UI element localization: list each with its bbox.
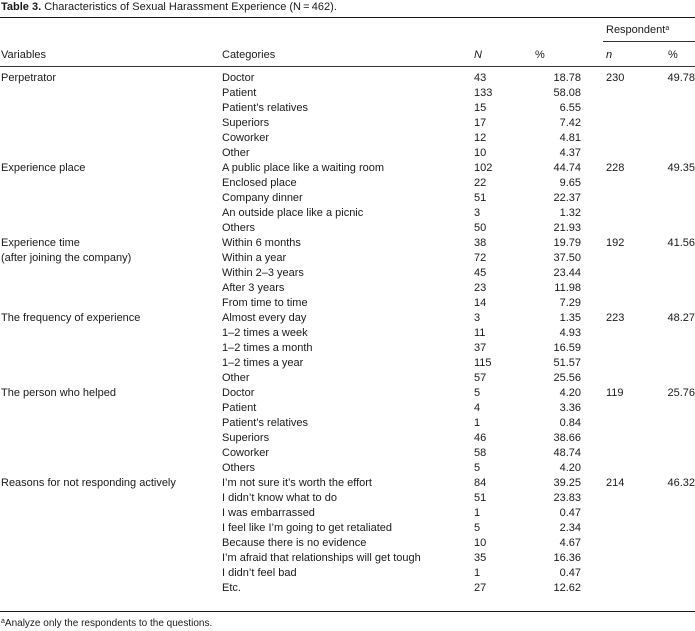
count-cell: 14 [474,297,487,309]
category-cell: Doctor [222,72,255,84]
category-cell: Within 2–3 years [222,267,304,279]
category-cell: Doctor [222,387,255,399]
count-cell: 43 [474,72,487,84]
respondent-n: 228 [606,162,625,174]
count-cell: 1 [474,507,481,519]
percent-cell: 37.50 [553,252,581,264]
count-cell: 133 [474,87,493,99]
respondent-n: 192 [606,237,625,249]
variable-label: Reasons for not responding actively [1,477,176,489]
count-cell: 46 [474,432,487,444]
table-caption [1,0,337,14]
percent-cell: 1.32 [559,207,581,219]
percent-cell: 6.55 [559,102,581,114]
count-cell: 23 [474,282,487,294]
count-cell: 3 [474,312,481,324]
percent-cell: 16.36 [553,552,581,564]
category-cell: Others [222,462,256,474]
variable-label: The person who helped [1,387,116,399]
respondent-pct: 46.32 [667,477,695,489]
count-cell: 57 [474,372,487,384]
category-cell: Company dinner [222,192,303,204]
percent-cell: 0.84 [559,417,581,429]
percent-cell: 4.81 [559,132,581,144]
percent-cell: 12.62 [553,582,581,594]
top-rule [0,17,695,18]
count-cell: 12 [474,132,487,144]
count-cell: 38 [474,237,487,249]
category-cell: 1–2 times a month [222,342,313,354]
category-cell: Within 6 months [222,237,301,249]
count-cell: 37 [474,342,487,354]
header-categories: Categories [222,49,276,61]
percent-cell: 38.66 [553,432,581,444]
category-cell: Almost every day [222,312,307,324]
count-cell: 102 [474,162,493,174]
percent-cell: 16.59 [553,342,581,354]
percent-cell: 4.67 [559,537,581,549]
count-cell: 51 [474,192,487,204]
count-cell: 45 [474,267,487,279]
count-cell: 5 [474,462,481,474]
count-cell: 10 [474,147,487,159]
respondent-n: 223 [606,312,625,324]
category-cell: Coworker [222,132,270,144]
percent-cell: 4.93 [559,327,581,339]
footnote: $^a$Analyze only the respondents to the questions. [1,618,213,629]
percent-cell: 7.29 [559,297,581,309]
category-cell: I’m not sure it’s worth the effort [222,477,372,489]
percent-cell: 4.20 [559,462,581,474]
category-cell: Others [222,222,256,234]
count-cell: 72 [474,252,487,264]
percent-cell: 1.35 [559,312,581,324]
category-cell: Other [222,372,250,384]
count-cell: 11 [474,327,486,339]
percent-cell: 48.74 [553,447,581,459]
count-cell: 27 [474,582,487,594]
table-title: Characteristics of Sexual Harassment Experience (N = 462). [44,1,337,13]
respondent-pct: 48.27 [667,312,695,324]
category-cell: From time to time [222,297,308,309]
respondent-header: Respondent$^a$ [606,24,670,36]
category-cell: I was embarrassed [222,507,315,519]
category-cell: Etc. [222,582,241,594]
count-cell: 5 [474,387,481,399]
category-cell: Superiors [222,117,270,129]
category-cell: Because there is no evidence [222,537,367,549]
category-cell: Patient’s relatives [222,102,309,114]
count-cell: 22 [474,177,487,189]
percent-cell: 9.65 [559,177,581,189]
category-cell: 1–2 times a year [222,357,304,369]
count-cell: 35 [474,552,487,564]
count-cell: 5 [474,522,481,534]
count-cell: 51 [474,492,487,504]
count-cell: 17 [474,117,487,129]
header-N: N [474,49,482,61]
header-n: n [606,49,613,61]
count-cell: 84 [474,477,487,489]
percent-cell: 25.56 [553,372,581,384]
category-cell: 1–2 times a week [222,327,308,339]
category-cell: I didn’t know what to do [222,492,337,504]
category-cell: Superiors [222,432,270,444]
bottom-rule [0,611,695,612]
percent-cell: 0.47 [559,507,581,519]
count-cell: 1 [474,567,481,579]
header-pct: % [535,49,545,61]
respondent-n: 230 [606,72,625,84]
category-cell: Within a year [222,252,287,264]
header-rule [0,66,695,67]
respondent-subrule [603,41,695,42]
count-cell: 15 [474,102,487,114]
percent-cell: 39.25 [553,477,581,489]
percent-cell: 19.79 [553,237,581,249]
category-cell: Patient’s relatives [222,417,309,429]
percent-cell: 3.36 [559,402,581,414]
variable-label: The frequency of experience [1,312,141,324]
category-cell: A public place like a waiting room [222,162,385,174]
respondent-pct: 41.56 [667,237,695,249]
respondent-n: 214 [606,477,625,489]
category-cell: After 3 years [222,282,285,294]
table-label: Table 3. [1,1,42,13]
variable-label: (after joining the company) [1,252,132,264]
respondent-pct: 49.78 [667,72,695,84]
count-cell: 58 [474,447,487,459]
header-variables: Variables [1,49,47,61]
variable-label: Experience place [1,162,86,174]
percent-cell: 18.78 [553,72,581,84]
category-cell: An outside place like a picnic [222,207,364,219]
count-cell: 3 [474,207,481,219]
category-cell: I feel like I’m going to get retaliated [222,522,392,534]
header-pct2: % [668,49,678,61]
category-cell: Enclosed place [222,177,297,189]
respondent-pct: 49.35 [667,162,695,174]
category-cell: Other [222,147,250,159]
category-cell: I didn’t feel bad [222,567,297,579]
variable-label: Perpetrator [1,72,57,84]
category-cell: I’m afraid that relationships will get tough [222,552,421,564]
percent-cell: 2.34 [559,522,581,534]
percent-cell: 7.42 [559,117,581,129]
variable-label: Experience time [1,237,80,249]
percent-cell: 51.57 [553,357,581,369]
count-cell: 10 [474,537,487,549]
count-cell: 50 [474,222,487,234]
percent-cell: 58.08 [553,87,581,99]
count-cell: 1 [474,417,481,429]
percent-cell: 11.98 [554,282,581,294]
category-cell: Patient [222,402,257,414]
percent-cell: 21.93 [553,222,581,234]
percent-cell: 23.83 [553,492,581,504]
percent-cell: 0.47 [559,567,581,579]
respondent-pct: 25.76 [667,387,695,399]
percent-cell: 23.44 [553,267,581,279]
category-cell: Patient [222,87,257,99]
count-cell: 115 [474,357,492,369]
respondent-n: 119 [606,387,624,399]
percent-cell: 22.37 [553,192,581,204]
percent-cell: 44.74 [553,162,581,174]
percent-cell: 4.37 [559,147,581,159]
category-cell: Coworker [222,447,270,459]
percent-cell: 4.20 [559,387,581,399]
count-cell: 4 [474,402,481,414]
